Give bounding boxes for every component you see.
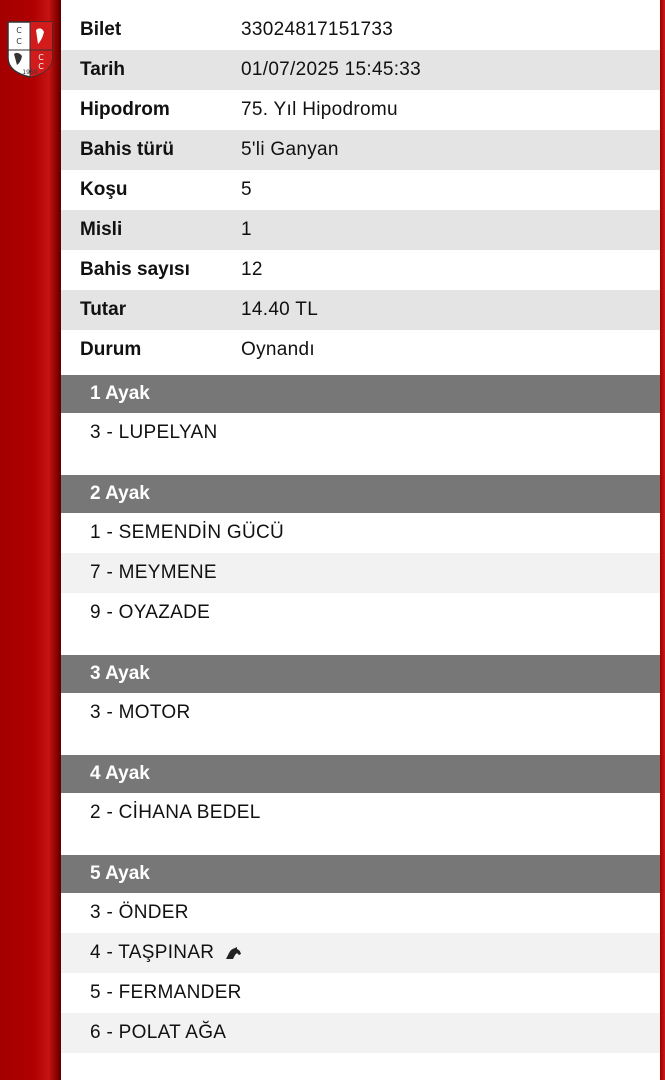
info-row	[61, 10, 660, 50]
horse-name: 6 - POLAT AĞA	[90, 1022, 227, 1043]
svg-text:1950: 1950	[22, 69, 38, 76]
horse-row	[61, 593, 660, 633]
horse-name: 2 - CİHANA BEDEL	[90, 802, 261, 823]
info-value: Oynandı	[241, 339, 315, 360]
ticket-detail	[61, 0, 660, 1080]
leg-header: 5 Ayak	[61, 855, 660, 893]
info-row	[61, 290, 660, 330]
info-row	[61, 50, 660, 90]
horse-name: 5 - FERMANDER	[90, 982, 242, 1003]
ticket-info-table	[61, 10, 660, 370]
svg-text:C: C	[38, 53, 44, 62]
leg-header: 2 Ayak	[61, 475, 660, 513]
info-value: 12	[241, 259, 263, 280]
info-label: Bahis türü	[80, 139, 174, 160]
info-row	[61, 130, 660, 170]
club-crest-icon[interactable]	[6, 20, 54, 78]
horse-name: 4 - TAŞPINAR	[90, 942, 215, 963]
horse-row	[61, 413, 660, 453]
info-value: 5	[241, 179, 252, 200]
leg-spacer	[61, 1053, 660, 1075]
info-value: 14.40 TL	[241, 299, 319, 320]
svg-text:C: C	[16, 37, 22, 46]
leg-spacer	[61, 733, 660, 755]
info-row	[61, 90, 660, 130]
info-label: Durum	[80, 339, 142, 360]
leg-spacer	[61, 453, 660, 475]
info-label: Bilet	[80, 19, 122, 40]
info-row	[61, 330, 660, 370]
info-value: 5'li Ganyan	[241, 139, 339, 160]
info-row	[61, 170, 660, 210]
info-row	[61, 210, 660, 250]
info-label: Koşu	[80, 179, 128, 200]
info-label: Misli	[80, 219, 123, 240]
right-edge-bar	[660, 0, 665, 1080]
leg-header: 3 Ayak	[61, 655, 660, 693]
horse-row	[61, 553, 660, 593]
info-label: Tutar	[80, 299, 127, 320]
horse-row	[61, 793, 660, 833]
leg-header: 1 Ayak	[61, 375, 660, 413]
horse-name: 9 - OYAZADE	[90, 602, 211, 623]
info-label: Hipodrom	[80, 99, 170, 120]
svg-text:C: C	[38, 62, 44, 71]
info-value: 75. Yıl Hipodromu	[241, 99, 398, 120]
legs-list	[61, 375, 660, 1075]
horse-row	[61, 693, 660, 733]
horse-head-icon	[224, 946, 242, 960]
horse-name: 3 - LUPELYAN	[90, 422, 218, 443]
horse-row	[61, 933, 660, 973]
leg-spacer	[61, 633, 660, 655]
info-value: 1	[241, 219, 252, 240]
horse-name: 7 - MEYMENE	[90, 562, 217, 583]
info-row	[61, 250, 660, 290]
horse-name: 1 - SEMENDİN GÜCÜ	[90, 522, 285, 543]
info-label: Bahis sayısı	[80, 259, 190, 280]
svg-text:C: C	[16, 26, 22, 35]
horse-row	[61, 893, 660, 933]
info-label: Tarih	[80, 59, 126, 80]
leg-spacer	[61, 833, 660, 855]
leg-header: 4 Ayak	[61, 755, 660, 793]
info-value: 33024817151733	[241, 19, 394, 40]
info-value: 01/07/2025 15:45:33	[241, 59, 422, 80]
horse-name: 3 - MOTOR	[90, 702, 191, 723]
horse-row	[61, 973, 660, 1013]
horse-row	[61, 513, 660, 553]
horse-name: 3 - ÖNDER	[90, 902, 189, 923]
sidebar	[0, 0, 61, 1080]
horse-row	[61, 1013, 660, 1053]
